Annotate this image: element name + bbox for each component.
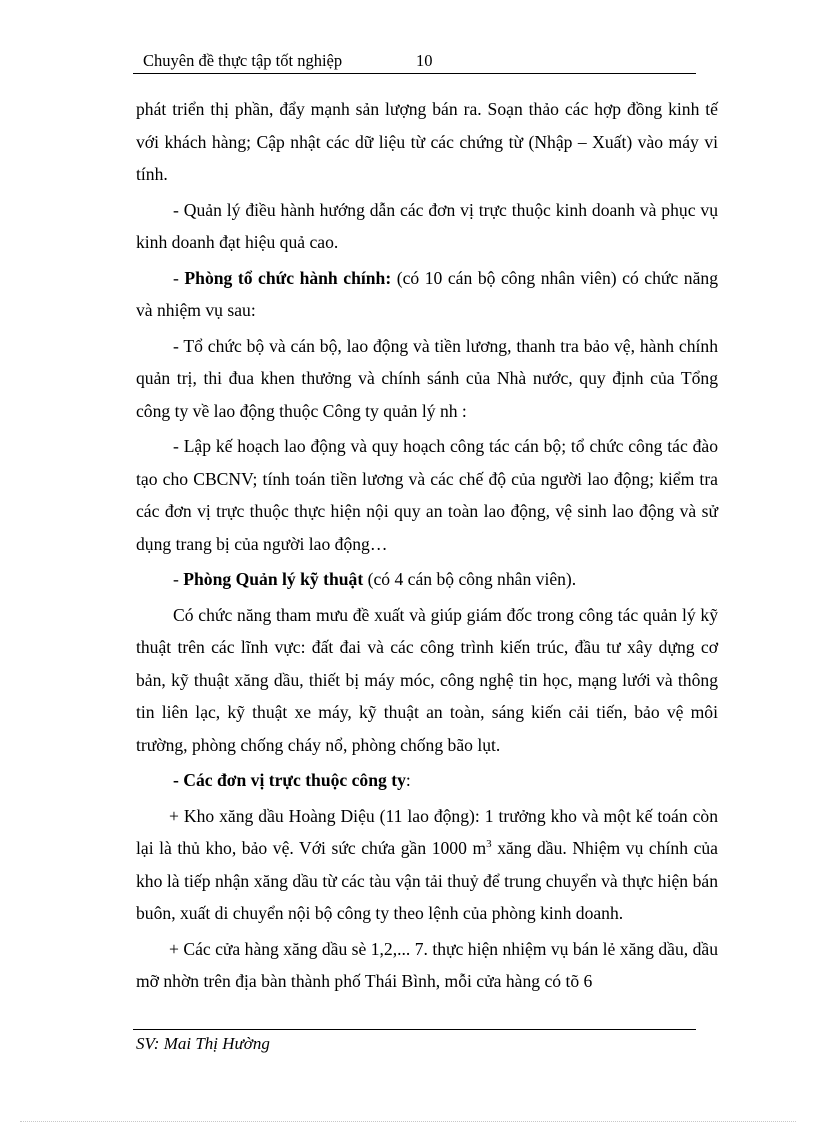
paragraph-heading-technical bbox=[136, 563, 718, 596]
footer-student-name: SV: Mai Thị Hường bbox=[136, 1034, 270, 1053]
paragraph-text: (có 10 cán bộ công nhân viên) có chức năng và nhiệm vụ sau: bbox=[136, 267, 718, 320]
paragraph: - Quản lý điều hành hướng dẫn các đơn vị trực thuộc kinh doanh và phục vụ kinh doanh đạt hiệu quả cao. bbox=[136, 199, 718, 252]
paragraph: - Lập kế hoạch lao động và quy hoạch công tác cán bộ; tổ chức công tác đào tạo cho CBCNV; tính toán tiền lương và các chế độ của người lao động; kiểm tra các đơn vị trực thuộc thực hiện nội quy an toàn lao động, vệ sinh lao động và sử dụng trang bị của người lao động… bbox=[136, 436, 718, 554]
header-title: Chuyên đề thực tập tốt nghiệp bbox=[143, 51, 343, 70]
page-bottom-border bbox=[20, 1121, 796, 1122]
paragraph-text: : bbox=[405, 770, 411, 790]
paragraph-prefix: - bbox=[173, 267, 185, 288]
paragraph: - Tổ chức bộ và cán bộ, lao động và tiền lương, thanh tra bảo vệ, hành chính quản trị, thi đua khen thưởng và chính sánh của Nhà nước, quy định của Tổng công ty về lao động thuộc Công ty quản lý nh : bbox=[136, 335, 718, 421]
section-heading: - Các đơn vị trực thuộc công ty bbox=[173, 770, 406, 790]
footer-divider bbox=[133, 1029, 696, 1030]
paragraph: phát triển thị phần, đẩy mạnh sản lượng bán ra. Soạn thảo các hợp đồng kinh tế với khách hàng; Cập nhật các dữ liệu từ các chứng từ (Nhập – Xuất) vào máy vi tính. bbox=[136, 99, 718, 184]
paragraph: + Các cửa hàng xăng dầu sè 1,2,... 7. thực hiện nhiệm vụ bán lẻ xăng dầu, dầu mỡ nhờn trên địa bàn thành phố Thái Bình, mỗi cửa hàng có tõ 6 bbox=[136, 938, 718, 991]
paragraph-text: (có 4 cán bộ công nhân viên). bbox=[363, 569, 577, 589]
superscript: 3 bbox=[486, 838, 492, 851]
document-body bbox=[136, 93, 718, 1001]
paragraph-heading-units bbox=[136, 764, 718, 797]
paragraph-text: + Kho xăng dầu Hoàng Diệu (11 lao động): 1 trưởng kho và một kế toán còn lại là thủ kho, bảo vệ. Với sức chứa gần 1000 m bbox=[136, 805, 718, 858]
paragraph-warehouse bbox=[136, 800, 718, 930]
paragraph-prefix: - bbox=[173, 569, 184, 589]
section-heading: Phòng Quản lý kỹ thuật bbox=[183, 569, 364, 589]
paragraph-heading-admin bbox=[136, 262, 718, 327]
page-number: 10 bbox=[416, 51, 433, 70]
paragraph-text: xăng dầu. Nhiệm vụ chính của kho là tiếp nhận xăng dầu từ các tàu vận tải thuỷ để trung chuyển và thực hiện bán buôn, xuất di chuyển nội bộ công ty theo lệnh của phòng kinh doanh. bbox=[136, 838, 718, 923]
page-header bbox=[133, 47, 696, 74]
section-heading: Phòng tổ chức hành chính: bbox=[184, 267, 392, 288]
paragraph: Có chức năng tham mưu đề xuất và giúp giám đốc trong công tác quản lý kỹ thuật trên các lĩnh vực: đất đai và các công trình kiến trúc, đầu tư xây dựng cơ bản, kỹ thuật xăng dầu, thiết bị máy móc, công nghệ tin học, mạng lưới và thông tin liên lạc, kỹ thuật xe máy, kỹ thuật an toàn, sáng kiến cải tiến, bảo vệ môi trường, phòng chống cháy nổ, phòng chống bão lụt. bbox=[136, 604, 718, 755]
